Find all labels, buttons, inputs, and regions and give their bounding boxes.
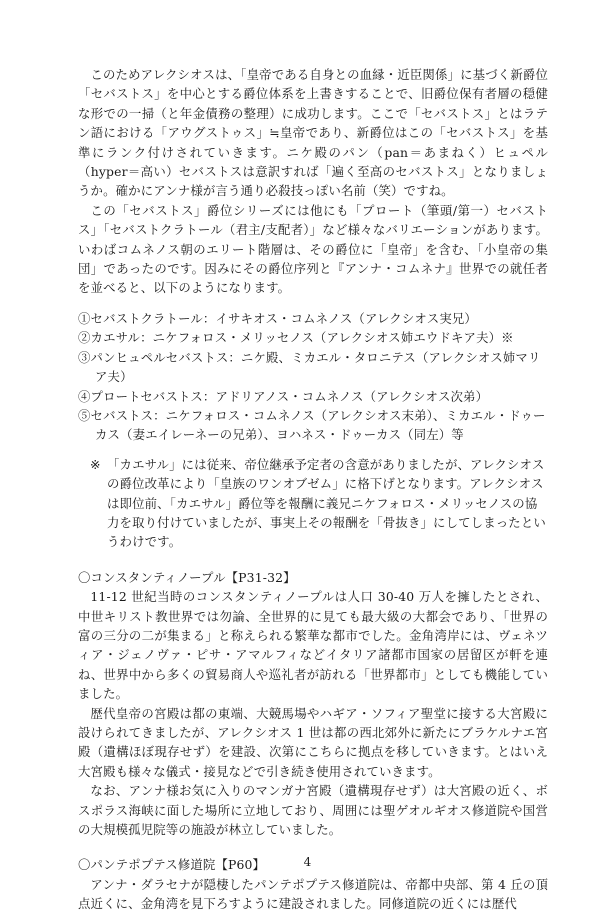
footnote [90,455,548,552]
rank-item-2: ②カエサル：ニケフォロス・メリッセノス（アレクシオス姉エウドキア夫）※ [78,330,514,346]
constantinople-paragraph-3: なお、アンナ様お気に入りのマンガナ宮殿（遺構現存せず）は大宮殿の近く、ボスポラス海峡に面した場所に立地しており、周囲には聖ゲオルギオス修道院や国営の大規模孤児院等の施設が林立していました。 [78,783,548,838]
pantepoptes-paragraph-1: アンナ・ダラセナが隠棲したパンテポプテス修道院は、帝都中央部、第 4 丘の頂点近くに、金角湾を見下ろすように建設されました。同修道院の近くには歴代 [78,876,548,912]
section-heading-constantinople: 〇コンスタンティノープル【P31-32】 [78,569,296,585]
rank-item-5: ⑤セバストス：ニケフォロス・コムネノス（アレクシオス末弟）、ミカエル・ドゥーカス（妻エイレーネーの兄弟）、ヨハネス・ドゥーカス（同左）等 [78,407,546,443]
intro-paragraph-1: このためアレクシオスは、「皇帝である自身との血縁・近臣関係」に基づく新爵位「セバストス」を中心とする爵位体系を上書きすることで、旧爵位保有者層の穏健な形での一掃（と年金債務の整理）に成功します。ここで「セバストス」とはラテン語における「アウグストゥス」≒皇帝であり、新爵位はこの「セバストス」を基準にランク付けされていきます。ニケ殿のパン（pan＝あまねく）ヒュペル（hyper＝高い）セバストスは意訳すれば「遍く至高のセバストス」となりましょうか。確かにアンナ様が言う通り必殺技っぽい名前（笑）ですね。 [78,67,548,199]
rank-item-3: ③パンヒュペルセバストス：ニケ殿、ミカエル・タロニテス（アレクシオス姉マリア夫） [78,349,541,385]
section-heading-pantepoptes: 〇パンテポプテス修道院【P60】 [78,857,266,873]
constantinople-paragraph-1: 11-12 世紀当時のコンスタンティノープルは人口 30-40 万人を擁したとされ、中世キリスト教世界では勿論、全世界的に見ても最大級の大都会であり、「世界の富の三分の二が集まる」と称えられる繁華な都市でした。金角湾岸には、ヴェネツィア・ジェノヴァ・ピサ・アマルフィなどイタリア諸都市国家の居留区が軒を連ね、世界中から多くの貿易商人や巡礼者が訪れる「世界都市」としても機能していました。 [78,589,548,702]
constantinople-paragraph-2: 歴代皇帝の宮殿は都の東端、大競馬場やハギア・ソフィア聖堂に接する大宮殿に設けられてきましたが、アレクシオス 1 世は都の西北郊外に新たにブラケルナエ宮殿（遺構ほぼ現存せず）を建設、次第にこちらに拠点を移していきます。とはいえ大宮殿も様々な儀式・接見などで引き続き使用されていきます。 [78,705,548,779]
rank-list [78,309,548,445]
rank-item-4: ④プロートセバストス：アドリアノス・コムネノス（アレクシオス次弟） [78,388,489,404]
footnote-text: 「カエサル」には従来、帝位継承予定者の含意がありましたが、アレクシオスの爵位改革により「皇族のワンオブゼム」に格下げとなります。アレクシオスは即位前、「カエサル」爵位等を報酬に義兄ニケフォロス・メリッセノスの協力を取り付けていましたが、事実上その報酬を「骨抜き」にしてしまったというわけです。 [107,456,546,550]
footnote-mark: ※ [90,456,101,472]
page-body [78,65,548,914]
page-number: 4 [303,855,312,869]
rank-item-1: ①セバストクラトール：イサキオス・コムネノス（アレクシオス実兄） [78,310,477,326]
intro-paragraph-2: この「セバストス」爵位シリーズには他にも「プロート（筆頭/第一）セバストス」「セバストクラトール（君主/支配者）」など様々なバリエーションがあります。いわばコムネノス朝のエリート階層は、その爵位に「皇帝」を含む、「小皇帝の集団」であったのです。因みにその爵位序列と『アンナ・コムネナ』世界での就任者を並べると、以下のようになります。 [78,202,548,296]
